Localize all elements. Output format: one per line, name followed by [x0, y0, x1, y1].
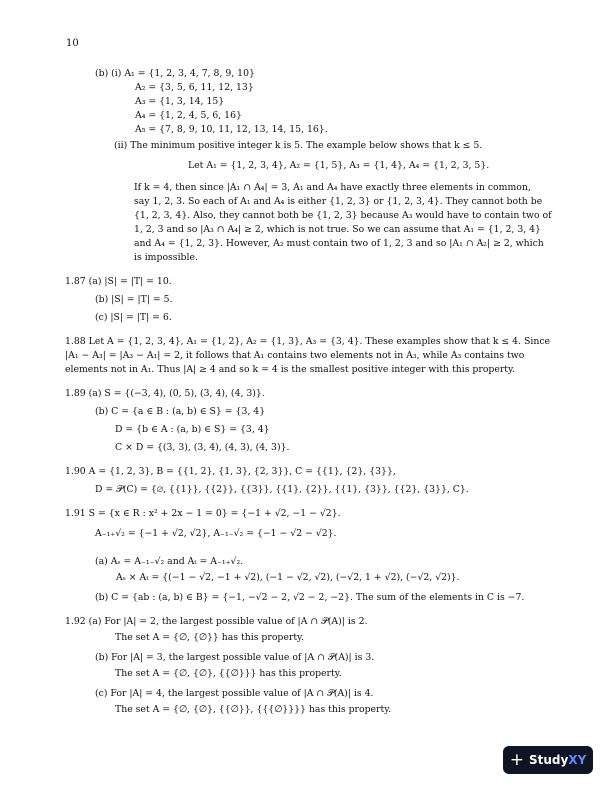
- text-line: 1.92 (a) For |A| = 2, the largest possible value of |A ∩ 𝒫(A)| is 2.: [65, 616, 368, 627]
- text-line: (ii) The minimum positive integer k is 5. The example below shows that k ≤ 5.: [114, 140, 483, 151]
- text-line: Aₛ × Aₜ = {(−1 − √2, −1 + √2), (−1 − √2, √2), (−√2, 1 + √2), (−√2, √2)}.: [116, 572, 460, 583]
- page-number: 10: [66, 38, 79, 49]
- plus-icon: +: [509, 750, 524, 770]
- text-line: 1.90 A = {1, 2, 3}, B = {{1, 2}, {1, 3}, {2, 3}}, C = {{1}, {2}, {3}},: [65, 466, 396, 477]
- text-line: The set A = {∅, {∅}, {{∅}}, {{{∅}}}} has this property.: [115, 704, 392, 715]
- text-line: 1.91 S = {x ∈ R : x² + 2x − 1 = 0} = {−1 + √2, −1 − √2}.: [65, 508, 341, 519]
- text-line: and A₄ = {1, 2, 3}. However, A₂ must contain two of 1, 2, 3 and so |A₁ ∩ A₂| ≥ 2, which: [134, 238, 544, 249]
- text-line: C × D = {(3, 3), (3, 4), (4, 3), (4, 3)}.: [115, 442, 290, 453]
- text-line: A₅ = {7, 8, 9, 10, 11, 12, 13, 14, 15, 16}.: [135, 124, 328, 135]
- text-line: |A₁ − A₃| = |A₃ − A₁| = 2, it follows that A₁ contains two elements not in A₃, while A₃ contains two: [65, 350, 525, 361]
- text-line: (c) For |A| = 4, the largest possible value of |A ∩ 𝒫(A)| is 4.: [95, 688, 374, 699]
- text-line: 1, 2, 3 and so |A₃ ∩ A₄| ≥ 2, which is not true. So we can assume that A₁ = {1, 2, 3, 4}: [134, 224, 541, 235]
- text-line: 1.87 (a) |S| = |T| = 10.: [65, 276, 172, 287]
- text-line: A₂ = {3, 5, 6, 11, 12, 13}: [135, 82, 254, 93]
- studyxy-badge[interactable]: [503, 746, 593, 774]
- text-line: If k = 4, then since |A₁ ∩ A₄| = 3, A₁ and A₄ have exactly three elements in common,: [134, 182, 531, 193]
- text-line: D = {b ∈ A : (a, b) ∈ S} = {3, 4}: [115, 424, 270, 435]
- text-line: Let A₁ = {1, 2, 3, 4}, A₂ = {1, 5}, A₃ = {1, 4}, A₄ = {1, 2, 3, 5}.: [188, 160, 490, 171]
- text-line: (b) C = {a ∈ B : (a, b) ∈ S} = {3, 4}: [95, 406, 266, 417]
- text-line: (a) Aₛ = A₋₁₋√₂ and Aₜ = A₋₁₊√₂.: [95, 556, 244, 567]
- text-line: {1, 2, 3, 4}. Also, they cannot both be {1, 2, 3} because A₃ would have to contain two of: [134, 210, 552, 221]
- text-line: (b) C = {ab : (a, b) ∈ B} = {−1, −√2 − 2, √2 − 2, −2}. The sum of the elements in C is −7.: [95, 592, 525, 603]
- text-line: D = 𝒫(C) = {∅, {{1}}, {{2}}, {{3}}, {{1}, {2}}, {{1}, {3}}, {{2}, {3}}, C}.: [95, 484, 469, 495]
- text-line: say 1, 2, 3. So each of A₁ and A₄ is either {1, 2, 3} or {1, 2, 3, 4}. They cannot both be: [134, 196, 543, 207]
- text-line: (b) For |A| = 3, the largest possible value of |A ∩ 𝒫(A)| is 3.: [95, 652, 375, 663]
- text-line: (b) (i) A₁ = {1, 2, 3, 4, 7, 8, 9, 10}: [95, 68, 255, 79]
- text-line: is impossible.: [134, 252, 198, 263]
- text-line: 1.89 (a) S = {(−3, 4), (0, 5), (3, 4), (4, 3)}.: [65, 388, 265, 399]
- text-line: (c) |S| = |T| = 6.: [95, 312, 172, 323]
- brand-name: StudyXY: [528, 753, 587, 767]
- text-line: The set A = {∅, {∅}} has this property.: [115, 632, 305, 643]
- text-line: A₋₁₊√₂ = {−1 + √2, √2}, A₋₁₋√₂ = {−1 − √2 − √2}.: [95, 528, 337, 539]
- text-line: A₄ = {1, 2, 4, 5, 6, 16}: [135, 110, 242, 121]
- text-line: The set A = {∅, {∅}, {{∅}}} has this property.: [115, 668, 342, 679]
- text-line: 1.88 Let A = {1, 2, 3, 4}, A₁ = {1, 2}, A₂ = {1, 3}, A₃ = {3, 4}. These examples show that k ≤ 4. Since: [65, 336, 551, 347]
- text-line: A₃ = {1, 3, 14, 15}: [135, 96, 225, 107]
- text-line: (b) |S| = |T| = 5.: [95, 294, 173, 305]
- text-line: elements not in A₁. Thus |A| ≥ 4 and so k = 4 is the smallest positive integer with this property.: [65, 364, 516, 375]
